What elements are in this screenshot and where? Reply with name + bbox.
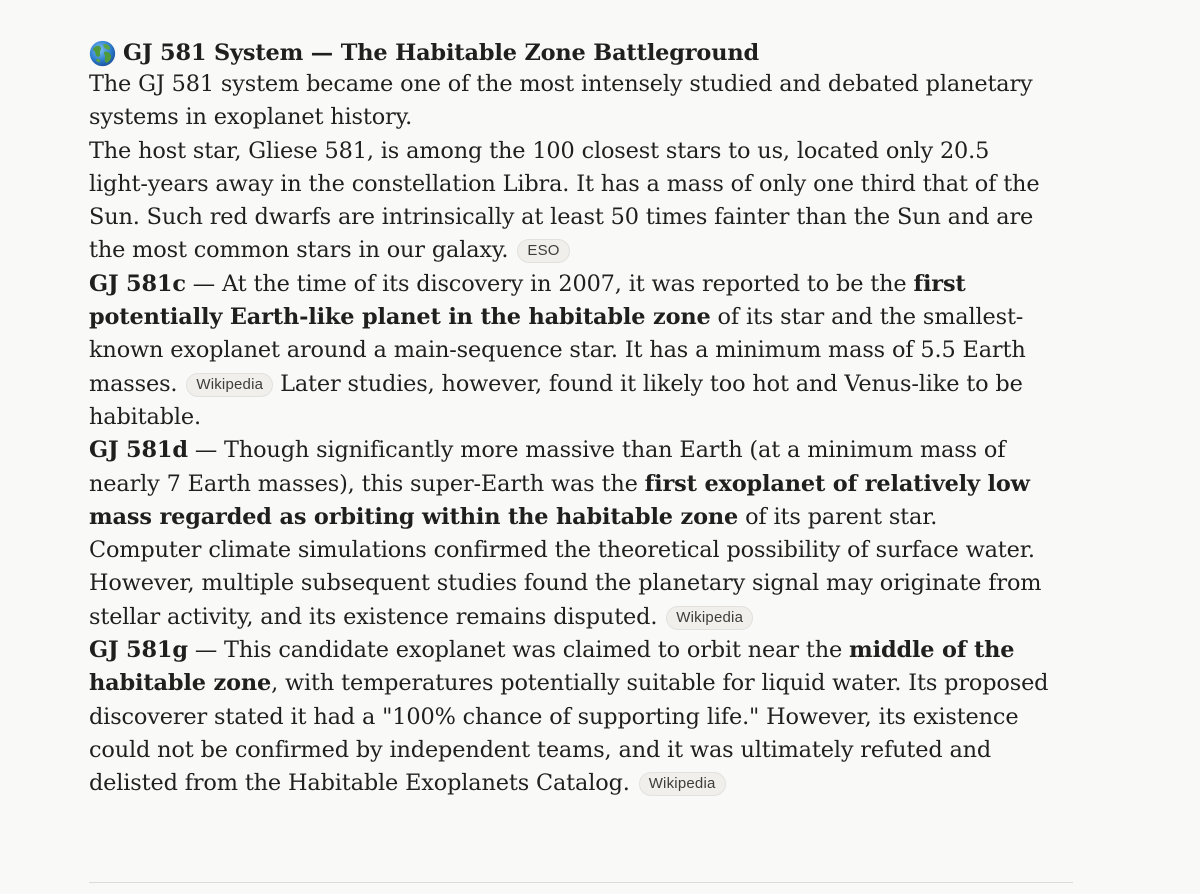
planet-c-highlight: first potentially Earth-like planet in the habitable zone — [89, 270, 966, 331]
intro-paragraph — [89, 68, 1049, 135]
planet-d-highlight: first exoplanet of relatively low mass regarded as orbiting within the habitable zone — [89, 470, 1030, 530]
planet-g-name: GJ 581g — [89, 637, 188, 664]
citation-chip-wikipedia[interactable]: Wikipedia — [639, 772, 726, 796]
planet-c-text-2: of its star and the smallest-known exoplanet around a main-sequence star. It has a minimum mass of 5.5 Earth masses. — [89, 304, 1026, 397]
host-star-text: The host star, Gliese 581, is among the 100 closest stars to us, located only 20.5 light-years away in the constellation Libra. It has a mass of only one third that of the Sun. Such red dwarfs are intrinsically at least 50 times fainter than the Sun and are the most common stars in our galaxy. — [89, 137, 1040, 264]
section-heading-text: GJ 581 System — The Habitable Zone Battleground — [123, 40, 759, 66]
planet-g-paragraph — [89, 634, 1049, 800]
citation-chip-wikipedia[interactable]: Wikipedia — [666, 606, 753, 630]
planet-g-text-1: This candidate exoplanet was claimed to orbit near the — [224, 637, 850, 664]
planet-c-text-3: Later studies, however, found it likely too hot and Venus-like to be habitable. — [89, 370, 1023, 430]
planet-c-dash: — — [185, 270, 223, 297]
citation-chip-eso[interactable]: ESO — [517, 239, 569, 263]
intro-text: The GJ 581 system became one of the most intensely studied and debated planetary systems in exoplanet history. — [89, 71, 1033, 131]
planet-g-highlight: middle of the habitable zone — [89, 637, 1015, 697]
article-section — [89, 38, 1049, 801]
planet-c-name: GJ 581c — [89, 270, 186, 297]
section-heading — [89, 38, 1049, 68]
planet-d-text-1: Though significantly more massive than Earth (at a minimum mass of nearly 7 Earth masses), this super-Earth was the — [89, 437, 1006, 497]
planet-c-text-1: At the time of its discovery in 2007, it was reported to be the — [222, 270, 914, 297]
planet-d-text-2: of its parent star. Computer climate simulations confirmed the theoretical possibility of surface water. However, multiple subsequent studies found the planetary signal may originate from stellar activity, and its existence remains disputed. — [89, 503, 1042, 630]
citation-chip-wikipedia[interactable]: Wikipedia — [186, 373, 273, 397]
globe-earth-icon — [89, 40, 116, 67]
planet-g-dash: — — [187, 637, 225, 664]
planet-c-paragraph — [89, 268, 1049, 434]
host-star-paragraph — [89, 135, 1049, 268]
planet-d-paragraph — [89, 434, 1049, 634]
planet-g-text-2: , with temperatures potentially suitable for liquid water. Its proposed discoverer stated it had a "100% chance of supporting life." However, its existence could not be confirmed by independent teams, and it was ultimately refuted and delisted from the Habitable Exoplanets Catalog. — [89, 670, 1049, 797]
planet-d-name: GJ 581d — [89, 437, 188, 464]
section-divider — [89, 882, 1073, 883]
planet-d-dash: — — [187, 437, 225, 464]
